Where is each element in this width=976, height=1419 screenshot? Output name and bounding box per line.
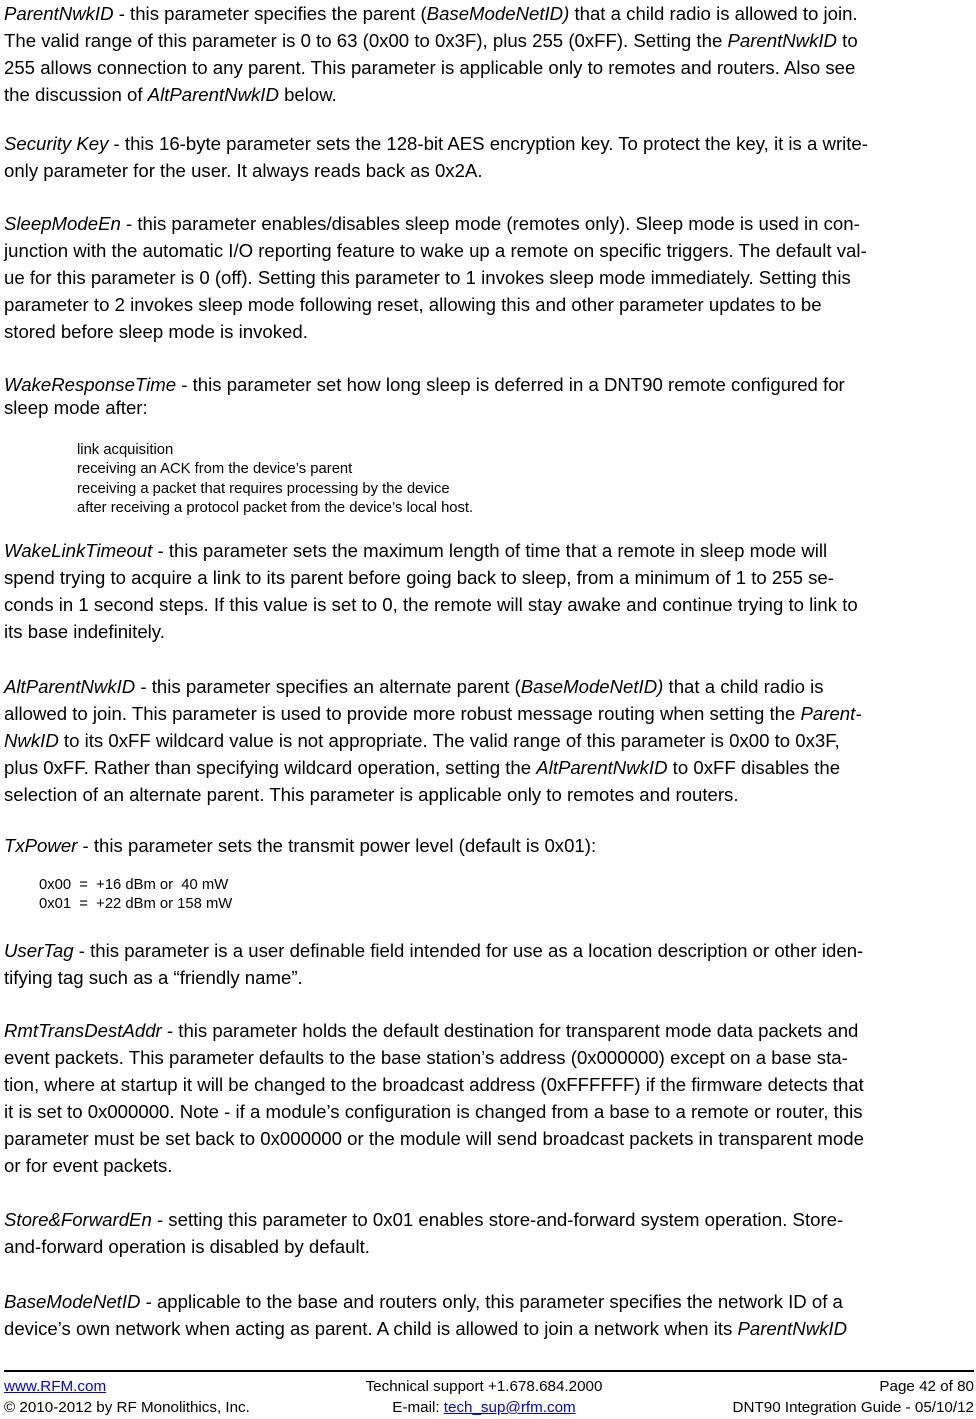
term: WakeResponseTime (4, 374, 177, 395)
term: ParentNwkID (4, 3, 114, 24)
term: Security Key (4, 133, 109, 154)
text-line (4, 1206, 970, 1233)
text-line (4, 27, 970, 54)
text-line: selection of an alternate parent. This parameter is applicable only to remotes and routers. (4, 784, 739, 805)
term: TxPower (4, 835, 78, 856)
text: - this parameter is a user definable field intended for use as a location description or other iden- (73, 940, 864, 961)
text: to (836, 30, 858, 51)
page-number: Page 42 of 80 (879, 1378, 974, 1395)
text: to its 0xFF wildcard value is not appropriate. The valid range of this parameter is 0x00 to 0x3F, (58, 730, 840, 751)
term: AltParentNwkID (4, 676, 136, 697)
text: - this parameter holds the default destination for transparent mode data packets and (161, 1020, 859, 1041)
text-line: junction with the automatic I/O reporting feature to wake up a remote on specific triggers. The default val- (4, 240, 867, 261)
support-phone: Technical support +1.678.684.2000 (365, 1378, 603, 1395)
text: - applicable to the base and routers only, this parameter specifies the network ID of a (140, 1291, 843, 1312)
text-line: 255 allows connection to any parent. This parameter is applicable only to remotes and routers. Also see (4, 57, 856, 78)
text-line (4, 700, 970, 727)
text-line: sleep mode after: (4, 397, 148, 418)
paragraph-wake-response-time (4, 373, 970, 419)
text-line: ue for this parameter is 0 (off). Setting this parameter to 1 invokes sleep mode immediately. Setting this (4, 267, 851, 288)
term: WakeLinkTimeout (4, 540, 153, 561)
term-ref: AltParentNwkID (147, 84, 279, 105)
paragraph-security-key (4, 130, 970, 184)
footer-right (733, 1376, 974, 1418)
text-line: conds in 1 second steps. If this value is set to 0, the remote will stay awake and continue trying to link to (4, 594, 858, 615)
text-line: only parameter for the user. It always reads back as 0x2A. (4, 160, 483, 181)
text: - this parameter set how long sleep is deferred in a DNT90 remote configured for (176, 374, 845, 395)
text-line: event packets. This parameter defaults to the base station’s address (0x000000) except on a base sta- (4, 1047, 848, 1068)
email-link[interactable]: tech_sup@rfm.com (443, 1399, 576, 1416)
term-ref: BaseModeNetID) (520, 676, 664, 697)
text-line: tion, where at startup it will be changed to the broadcast address (0xFFFFFF) if the firmware detects that (4, 1074, 864, 1095)
text-line (4, 1017, 970, 1044)
term: RmtTransDestAddr (4, 1020, 162, 1041)
text-line (4, 937, 970, 964)
text-line (4, 537, 970, 564)
text-line (4, 832, 970, 859)
paragraph-user-tag (4, 937, 970, 991)
list-item: 0x01 = +22 dBm or 158 mW (39, 896, 233, 913)
paragraph-parent-nwk-id (4, 0, 970, 108)
text-line (4, 754, 970, 781)
term: UserTag (4, 940, 74, 961)
text: - this parameter specifies the parent ( (113, 3, 427, 24)
text-line: and-forward operation is disabled by default. (4, 1236, 370, 1257)
text: - this 16-byte parameter sets the 128-bit AES encryption key. To protect the key, it is a write- (108, 133, 868, 154)
text: below. (278, 84, 337, 105)
text-line (4, 1288, 970, 1315)
text-line (4, 727, 970, 754)
text-line: parameter to 2 invokes sleep mode following reset, allowing this and other parameter updates to be (4, 294, 822, 315)
paragraph-sleep-mode-en (4, 210, 970, 345)
text-line (4, 0, 970, 27)
text-line (4, 373, 970, 396)
list-item: 0x00 = +16 dBm or 40 mW (39, 877, 229, 893)
text: allowed to join. This parameter is used to provide more robust message routing when setting the (4, 703, 801, 724)
term-ref: BaseModeNetID) (426, 3, 570, 24)
text-line: its base indefinitely. (4, 621, 165, 642)
term-ref: Parent- (800, 703, 862, 724)
text-line: or for event packets. (4, 1155, 173, 1176)
term-ref: ParentNwkID (727, 30, 837, 51)
text: - setting this parameter to 0x01 enables store-and-forward system operation. Store- (151, 1209, 844, 1230)
term-ref: ParentNwkID (737, 1318, 848, 1339)
paragraph-rmt-trans-dest-addr (4, 1017, 970, 1179)
paragraph-alt-parent-nwk-id (4, 673, 970, 808)
text-line: it is set to 0x000000. Note - if a module’s configuration is changed from a base to a remote or router, this (4, 1101, 863, 1122)
text-line (4, 130, 970, 157)
text-line (4, 673, 970, 700)
text-line: spend trying to acquire a link to its parent before going back to sleep, from a minimum of 1 to 255 se- (4, 567, 834, 588)
term-ref: AltParentNwkID (536, 757, 668, 778)
text-line (4, 1315, 970, 1342)
term: SleepModeEn (4, 213, 121, 234)
paragraph-wake-link-timeout (4, 537, 970, 645)
term: Store&ForwardEn (4, 1209, 152, 1230)
text-line (4, 81, 970, 108)
page-footer (4, 1376, 974, 1418)
paragraph-base-mode-net-id (4, 1288, 970, 1342)
text: the discussion of (4, 84, 148, 105)
tx-power-levels (39, 876, 232, 915)
text-line: parameter must be set back to 0x000000 or the module will send broadcast packets in transparent mode (4, 1128, 864, 1149)
footer-divider (4, 1370, 974, 1372)
paragraph-tx-power (4, 832, 970, 859)
list-item: after receiving a protocol packet from the device’s local host. (77, 500, 474, 517)
list-item: link acquisition (77, 442, 174, 458)
text: - this parameter sets the transmit power level (default is 0x01): (77, 835, 597, 856)
text: that a child radio is (663, 676, 824, 697)
text: device’s own network when acting as parent. A child is allowed to join a network when its (4, 1318, 738, 1339)
list-item: receiving a packet that requires processing by the device (77, 480, 450, 497)
text-line: tifying tag such as a “friendly name”. (4, 967, 303, 988)
document-title: DNT90 Integration Guide - 05/10/12 (732, 1399, 974, 1416)
text: plus 0xFF. Rather than specifying wildcard operation, setting the (4, 757, 537, 778)
term: BaseModeNetID (4, 1291, 141, 1312)
text: - this parameter specifies an alternate parent ( (135, 676, 521, 697)
website-link[interactable]: www.RFM.com (4, 1378, 107, 1395)
text: The valid range of this parameter is 0 to 63 (0x00 to 0x3F), plus 255 (0xFF). Setting the (4, 30, 728, 51)
text: - this parameter sets the maximum length of time that a remote in sleep mode will (152, 540, 828, 561)
text: to 0xFF disables the (667, 757, 841, 778)
list-item: receiving an ACK from the device’s parent (77, 461, 353, 478)
copyright: © 2010-2012 by RF Monolithics, Inc. (4, 1399, 250, 1416)
paragraph-store-forward-en (4, 1206, 970, 1260)
text: that a child radio is allowed to join. (569, 3, 858, 24)
text: - this parameter enables/disables sleep mode (remotes only). Sleep mode is used in con- (120, 213, 860, 234)
email-label: E-mail: (392, 1399, 444, 1416)
text-line: stored before sleep mode is invoked. (4, 321, 308, 342)
term-ref: NwkID (4, 730, 59, 751)
footer-center (334, 1376, 634, 1418)
text-line (4, 210, 970, 237)
footer-left (4, 1376, 250, 1418)
wake-trigger-list (77, 441, 473, 519)
